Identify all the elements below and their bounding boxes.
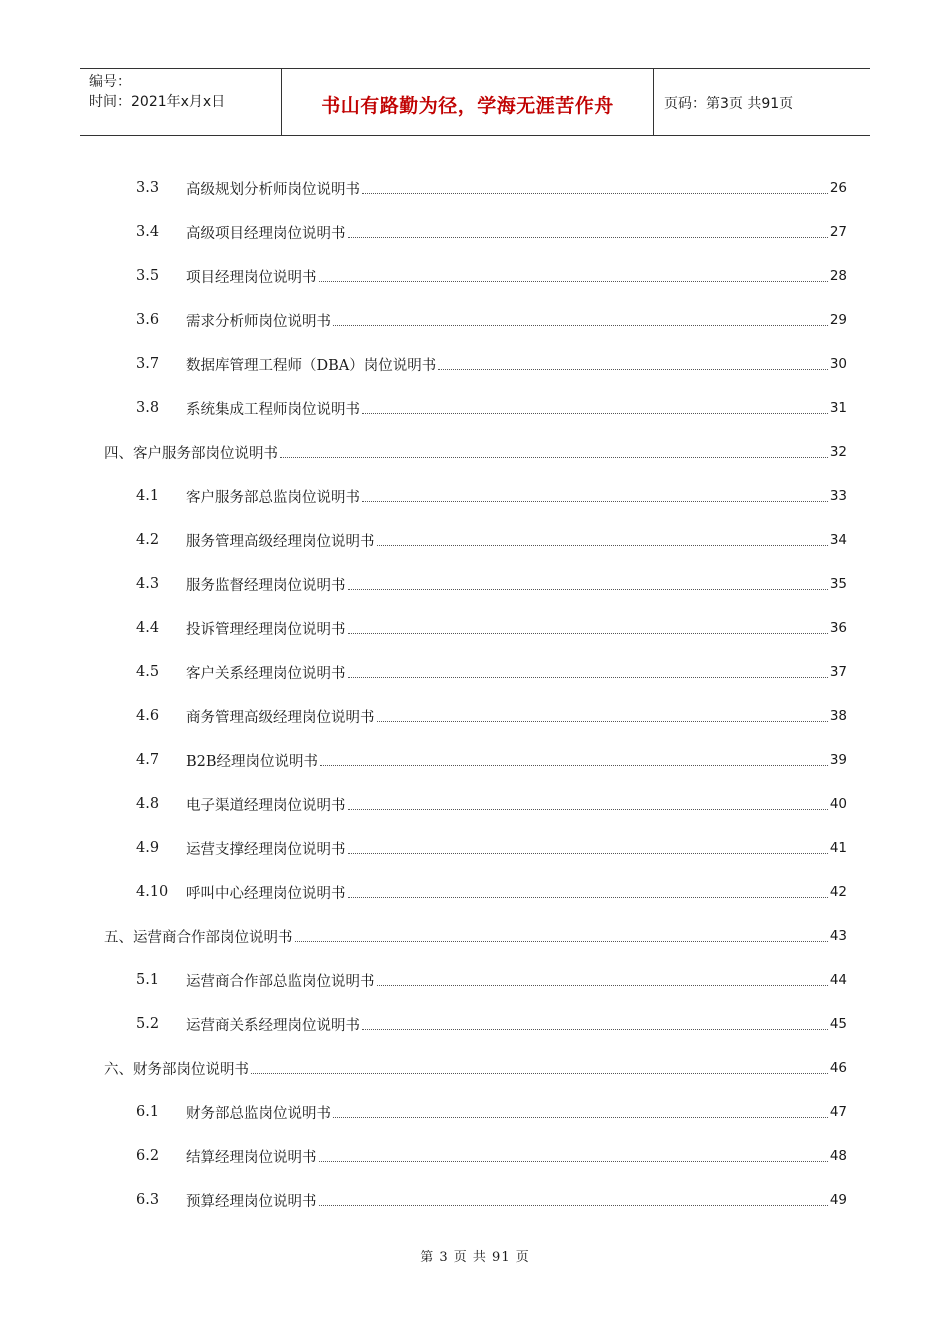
toc-entry-number: 6.3 xyxy=(136,1192,160,1208)
toc-entry[interactable] xyxy=(104,210,847,254)
toc-entry-page: 43 xyxy=(829,928,847,944)
document-number-label: 编号： xyxy=(89,74,131,90)
toc-entry-number: 4.2 xyxy=(136,532,160,548)
toc-entry[interactable] xyxy=(104,518,847,562)
toc-entry-title: 结算经理岗位说明书 xyxy=(186,1149,317,1166)
toc-dot-leader xyxy=(251,1072,828,1074)
header-meta xyxy=(80,69,281,135)
toc-entry-title: 六、财务部岗位说明书 xyxy=(104,1061,249,1078)
toc-dot-leader xyxy=(348,676,828,678)
toc-entry-page: 35 xyxy=(829,576,847,592)
toc-entry[interactable] xyxy=(104,298,847,342)
toc-entry[interactable] xyxy=(104,826,847,870)
toc-entry-title: 运营商合作部总监岗位说明书 xyxy=(186,973,375,990)
toc-entry-number: 3.7 xyxy=(136,356,160,372)
toc-entry[interactable] xyxy=(104,254,847,298)
header-page-info: 页码：第3页 共91页 xyxy=(664,96,794,112)
toc-entry-number: 4.9 xyxy=(136,840,160,856)
toc-entry[interactable] xyxy=(104,474,847,518)
toc-dot-leader xyxy=(348,588,828,590)
toc-entry-page: 38 xyxy=(829,708,847,724)
toc-entry-title: 电子渠道经理岗位说明书 xyxy=(186,797,346,814)
toc-entry[interactable] xyxy=(104,1002,847,1046)
toc-entry[interactable] xyxy=(104,606,847,650)
toc-dot-leader xyxy=(438,368,828,370)
toc-dot-leader xyxy=(362,500,828,502)
toc-entry-title: 运营商关系经理岗位说明书 xyxy=(186,1017,360,1034)
toc-dot-leader xyxy=(348,808,828,810)
toc-entry-title: 客户关系经理岗位说明书 xyxy=(186,665,346,682)
toc-entry-number: 3.5 xyxy=(136,268,160,284)
toc-entry-title: 五、运营商合作部岗位说明书 xyxy=(104,929,293,946)
toc-dot-leader xyxy=(333,324,828,326)
toc-dot-leader xyxy=(348,236,828,238)
toc-section-entry[interactable] xyxy=(104,914,847,958)
toc-entry-title: 预算经理岗位说明书 xyxy=(186,1193,317,1210)
toc-section-entry[interactable] xyxy=(104,430,847,474)
toc-entry-title: 财务部总监岗位说明书 xyxy=(186,1105,331,1122)
toc-entry-title: 项目经理岗位说明书 xyxy=(186,269,317,286)
page-header xyxy=(80,68,870,136)
toc-entry-page: 40 xyxy=(829,796,847,812)
toc-dot-leader xyxy=(348,632,828,634)
toc-entry-title: 系统集成工程师岗位说明书 xyxy=(186,401,360,418)
toc-entry-number: 6.1 xyxy=(136,1104,160,1120)
toc-entry-title: 四、客户服务部岗位说明书 xyxy=(104,445,278,462)
toc-entry-number: 3.4 xyxy=(136,224,160,240)
toc-entry[interactable] xyxy=(104,1178,847,1222)
toc-entry-page: 29 xyxy=(829,312,847,328)
toc-dot-leader xyxy=(377,984,828,986)
toc-entry-title: 高级项目经理岗位说明书 xyxy=(186,225,346,242)
toc-entry-page: 48 xyxy=(829,1148,847,1164)
toc-entry-number: 4.8 xyxy=(136,796,160,812)
toc-entry-page: 49 xyxy=(829,1192,847,1208)
toc-entry[interactable] xyxy=(104,386,847,430)
toc-dot-leader xyxy=(280,456,828,458)
toc-entry-number: 3.3 xyxy=(136,180,160,196)
toc-dot-leader xyxy=(320,764,828,766)
toc-dot-leader xyxy=(295,940,828,942)
toc-entry-number: 3.8 xyxy=(136,400,160,416)
toc-entry-page: 34 xyxy=(829,532,847,548)
toc-entry-title: 客户服务部总监岗位说明书 xyxy=(186,489,360,506)
toc-entry-number: 6.2 xyxy=(136,1148,160,1164)
toc-entry-page: 32 xyxy=(829,444,847,460)
toc-entry[interactable] xyxy=(104,694,847,738)
toc-entry-title: 商务管理高级经理岗位说明书 xyxy=(186,709,375,726)
toc-entry-title: 高级规划分析师岗位说明书 xyxy=(186,181,360,198)
toc-entry-page: 27 xyxy=(829,224,847,240)
toc-dot-leader xyxy=(333,1116,828,1118)
toc-dot-leader xyxy=(348,896,828,898)
toc-entry-page: 39 xyxy=(829,752,847,768)
toc-entry-page: 26 xyxy=(829,180,847,196)
toc-entry-title: 投诉管理经理岗位说明书 xyxy=(186,621,346,638)
toc-entry-title: 服务管理高级经理岗位说明书 xyxy=(186,533,375,550)
toc-entry[interactable] xyxy=(104,782,847,826)
toc-entry-title: B2B经理岗位说明书 xyxy=(186,753,319,770)
toc-dot-leader xyxy=(362,412,828,414)
toc-entry-page: 44 xyxy=(829,972,847,988)
toc-dot-leader xyxy=(319,1204,828,1206)
toc-entry-number: 4.6 xyxy=(136,708,160,724)
toc-entry-title: 数据库管理工程师（DBA）岗位说明书 xyxy=(186,357,437,374)
document-date-label: 时间：2021年x月x日 xyxy=(89,94,226,110)
toc-entry-page: 41 xyxy=(829,840,847,856)
toc-entry-number: 4.10 xyxy=(136,884,169,900)
toc-entry[interactable] xyxy=(104,562,847,606)
toc-dot-leader xyxy=(377,720,828,722)
toc-entry-page: 28 xyxy=(829,268,847,284)
toc-entry-number: 4.4 xyxy=(136,620,160,636)
toc-entry-number: 5.2 xyxy=(136,1016,160,1032)
toc-entry[interactable] xyxy=(104,650,847,694)
toc-dot-leader xyxy=(348,852,828,854)
toc-dot-leader xyxy=(377,544,828,546)
toc-entry-page: 42 xyxy=(829,884,847,900)
toc-entry-title: 运营支撑经理岗位说明书 xyxy=(186,841,346,858)
toc-entry-page: 31 xyxy=(829,400,847,416)
toc-entry[interactable] xyxy=(104,166,847,210)
toc-entry[interactable] xyxy=(104,1090,847,1134)
toc-entry-number: 4.5 xyxy=(136,664,160,680)
toc-entry[interactable] xyxy=(104,870,847,914)
toc-entry-number: 4.1 xyxy=(136,488,160,504)
page-footer: 第 3 页 共 91 页 xyxy=(420,1250,530,1265)
toc-entry[interactable] xyxy=(104,738,847,782)
toc-dot-leader xyxy=(319,280,828,282)
toc-entry-page: 33 xyxy=(829,488,847,504)
toc-entry-number: 4.3 xyxy=(136,576,160,592)
toc-dot-leader xyxy=(362,192,828,194)
toc-entry-page: 46 xyxy=(829,1060,847,1076)
toc-dot-leader xyxy=(319,1160,828,1162)
toc-entry-title: 呼叫中心经理岗位说明书 xyxy=(186,885,346,902)
toc-entry-page: 47 xyxy=(829,1104,847,1120)
toc-entry-page: 30 xyxy=(829,356,847,372)
toc-entry-number: 4.7 xyxy=(136,752,160,768)
toc-entry-number: 3.6 xyxy=(136,312,160,328)
toc-dot-leader xyxy=(362,1028,828,1030)
toc-entry-page: 37 xyxy=(829,664,847,680)
toc-entry-number: 5.1 xyxy=(136,972,160,988)
toc-section-entry[interactable] xyxy=(104,1046,847,1090)
toc-entry[interactable] xyxy=(104,958,847,1002)
toc-entry[interactable] xyxy=(104,342,847,386)
toc-entry-page: 45 xyxy=(829,1016,847,1032)
toc-entry-title: 需求分析师岗位说明书 xyxy=(186,313,331,330)
toc-entry-page: 36 xyxy=(829,620,847,636)
table-of-contents xyxy=(104,166,847,1222)
header-motto: 书山有路勤为径，学海无涯苦作舟 xyxy=(281,69,654,135)
toc-entry-title: 服务监督经理岗位说明书 xyxy=(186,577,346,594)
toc-entry[interactable] xyxy=(104,1134,847,1178)
